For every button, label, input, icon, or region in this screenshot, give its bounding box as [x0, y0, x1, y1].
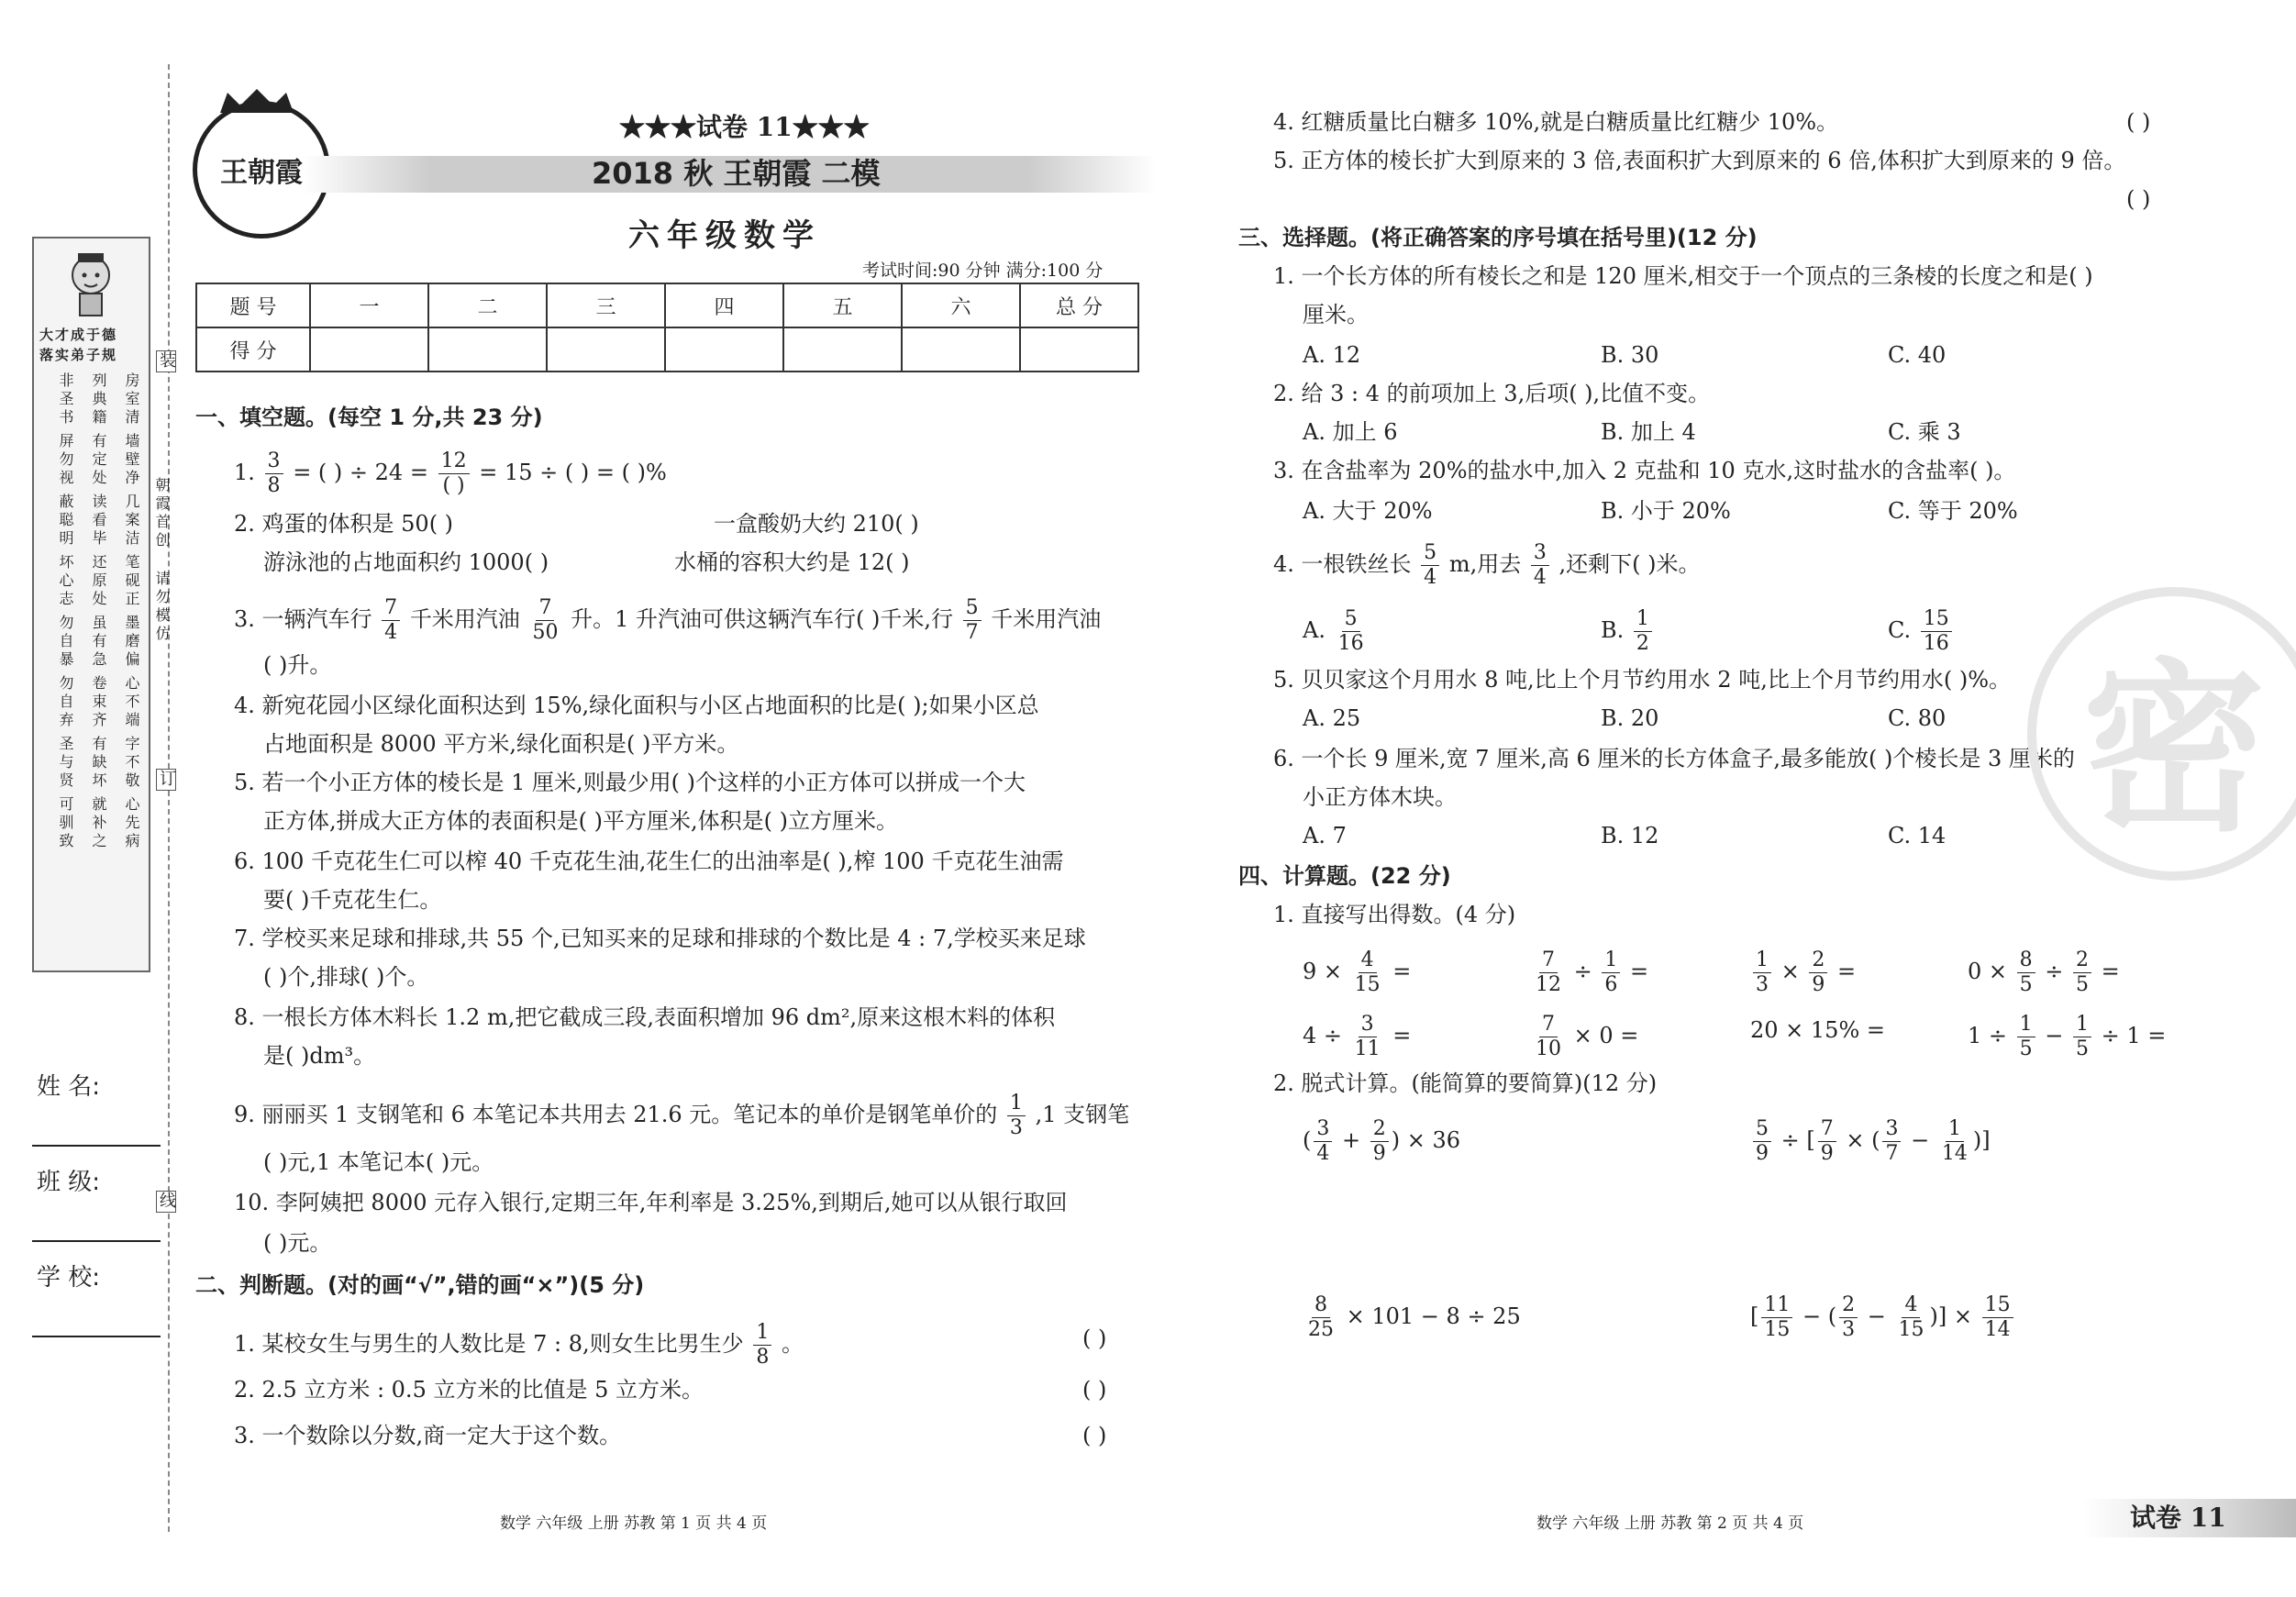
s1-q8a: 8. 一根长方体木料长 1.2 m,把它截成三段,表面积增加 96 dm²,原来这根木料的体积: [234, 1004, 1056, 1030]
section4-title: 四、计算题。(22 分): [1238, 863, 1451, 889]
s2-q5: 5. 正方体的棱长扩大到原来的 3 倍,表面积扩大到原来的 6 倍,体积扩大到原来的 9 倍。: [1273, 148, 2126, 173]
s3-q4-opt-b[interactable]: B. $\frac{1}{2}$: [1601, 607, 1655, 656]
s3-q4: 4. 一根铁丝长 $\frac{5}{4}$ m,用去 $\frac{3}{4}$ ,还剩下( )米。: [1273, 541, 1701, 589]
calc-1: 9 × $\frac{4}{15}$ =: [1303, 948, 1412, 996]
s3-q5-opt-a[interactable]: A. 25: [1303, 705, 1361, 731]
class-field[interactable]: [32, 1240, 161, 1242]
footer-right: 数学 六年级 上册 苏教 第 2 页 共 4 页: [1536, 1514, 1804, 1533]
section2-title: 二、判断题。(对的画“√”,错的画“×”)(5 分): [195, 1272, 645, 1298]
s2-q4: 4. 红糖质量比白糖多 10%,就是白糖质量比红糖少 10%。: [1273, 109, 1839, 135]
s3-q3-opt-a[interactable]: A. 大于 20%: [1303, 498, 1433, 524]
s1-q9-cont: ( )元,1 本笔记本( )元。: [263, 1149, 494, 1175]
s2-q2-answer[interactable]: ( ): [1082, 1377, 1107, 1403]
s2-q1-answer[interactable]: ( ): [1082, 1325, 1107, 1351]
subject-title: 六年级数学: [628, 217, 821, 254]
binding-line: [168, 64, 170, 1532]
score-table: [195, 283, 1139, 372]
s4-sub2: 2. 脱式计算。(能简算的要简算)(12 分): [1273, 1070, 1658, 1096]
motto-top-2: 落实弟子规: [39, 347, 118, 363]
s1-q5b: 正方体,拼成大正方体的表面积是( )平方厘米,体积是( )立方厘米。: [263, 808, 898, 834]
s1-q7b: ( )个,排球( )个。: [263, 964, 429, 990]
s2-q3-answer[interactable]: ( ): [1082, 1423, 1107, 1448]
section1-title: 一、填空题。(每空 1 分,共 23 分): [195, 405, 543, 430]
s1-q6b: 要( )千克花生仁。: [263, 887, 442, 913]
s3-q1-opt-b[interactable]: B. 30: [1601, 342, 1659, 368]
calc-11: $\frac{8}{25}$ × 101 − 8 ÷ 25: [1308, 1293, 1521, 1341]
binding-mark-xian: 线: [157, 1192, 176, 1212]
paper-tag: ★★★试卷 11★★★: [619, 112, 870, 142]
s2-q5-answer[interactable]: ( ): [2126, 186, 2151, 212]
s1-q1: 1. $\frac{3}{8}$ = ( ) ÷ 24 = $\frac{12}{( )}$ = 15 ÷ ( ) = ( )%: [234, 449, 667, 497]
s3-q1-opt-a[interactable]: A. 12: [1303, 342, 1361, 368]
footer-left: 数学 六年级 上册 苏教 第 1 页 共 4 页: [500, 1514, 768, 1533]
s1-q10a: 10. 李阿姨把 8000 元存入银行,定期三年,年利率是 3.25%,到期后,她可以从银行取回: [234, 1190, 1068, 1215]
motto-top: 大才成于德: [39, 327, 118, 343]
brand-logo-text: 王朝霞: [220, 157, 303, 189]
s2-q2: 2. 2.5 立方米 : 0.5 立方米的比值是 5 立方米。: [234, 1377, 704, 1403]
s1-q4b: 占地面积是 8000 平方米,绿化面积是( )平方米。: [263, 731, 739, 757]
s1-q3-cont: ( )升。: [263, 652, 332, 678]
copyright-note-2: 请勿模仿: [153, 571, 171, 644]
s1-q7a: 7. 学校买来足球和排球,共 55 个,已知买来的足球和排球的个数比是 4 : 7,学校买来足球: [234, 926, 1086, 951]
section3-title: 三、选择题。(将正确答案的序号填在括号里)(12 分): [1238, 225, 1758, 250]
s1-q2a: 2. 鸡蛋的体积是 50( ): [234, 511, 454, 537]
s3-q5-opt-b[interactable]: B. 20: [1601, 705, 1659, 731]
s3-q1b: 厘米。: [1303, 302, 1369, 327]
s3-q3-opt-c[interactable]: C. 等于 20%: [1888, 498, 2018, 524]
calc-4: 0 × $\frac{8}{5}$ ÷ $\frac{2}{5}$ =: [1968, 948, 2120, 996]
s3-q1a: 1. 一个长方体的所有棱长之和是 120 厘米,相交于一个顶点的三条棱的长度之和是( ): [1273, 263, 2093, 289]
calc-2: $\frac{7}{12}$ ÷ $\frac{1}{6}$ =: [1536, 948, 1649, 996]
footer-tag: 试卷 11: [2130, 1503, 2226, 1533]
s4-sub1: 1. 直接写出得数。(4 分): [1273, 902, 1516, 927]
s3-q5-opt-c[interactable]: C. 80: [1888, 705, 1947, 731]
calc-8: 1 ÷ $\frac{1}{5}$ − $\frac{1}{5}$ ÷ 1 =: [1968, 1013, 2167, 1060]
s3-q6-opt-b[interactable]: B. 12: [1601, 823, 1659, 848]
calc-10: $\frac{5}{9}$ ÷ [ $\frac{7}{9}$ × ( $\frac{3}{7}$ − $\frac{1}{14}$ )]: [1750, 1117, 1991, 1166]
name-label: 姓 名:: [37, 1073, 101, 1101]
s1-q8b: 是( )dm³。: [263, 1043, 376, 1069]
s3-q1-opt-c[interactable]: C. 40: [1888, 342, 1947, 368]
s3-q5: 5. 贝贝家这个月用水 8 吨,比上个月节约用水 2 吨,比上个月节约用水( )%。: [1273, 667, 2011, 693]
s1-q6a: 6. 100 千克花生仁可以榨 40 千克花生油,花生仁的出油率是( ),榨 100 千克花生油需: [234, 848, 1064, 874]
s3-q2-opt-c[interactable]: C. 乘 3: [1888, 419, 1961, 445]
exam-info: 考试时间:90 分钟 满分:100 分: [862, 261, 1104, 281]
score-table-score-row: 得 分: [196, 327, 1138, 372]
s1-q2b: 一盒酸奶大约 210( ): [714, 511, 919, 537]
s1-q4a: 4. 新宛花园小区绿化面积达到 15%,绿化面积与小区占地面积的比是( );如果小区总: [234, 693, 1039, 718]
confidential-watermark: 密: [2027, 587, 2296, 881]
s3-q2-opt-a[interactable]: A. 加上 6: [1303, 419, 1398, 445]
crown-icon: [218, 87, 295, 115]
poem-grid: 非圣书 列典籍 房室清 屏勿视 有定处 墙壁净 蔽聪明 读看毕 几案洁 坏心志 还原处 笔砚正 勿自暴 虽有急 墨磨偏 勿自弃 卷束齐 心不端 圣与贤 有缺坏 字不敬 可驯致 就补之 心先病: [57, 372, 140, 851]
name-field[interactable]: [32, 1145, 161, 1147]
s3-q3-opt-b[interactable]: B. 小于 20%: [1601, 498, 1731, 524]
s3-q6b: 小正方体木块。: [1303, 784, 1457, 810]
s3-q6-opt-a[interactable]: A. 7: [1303, 823, 1347, 848]
school-label: 学 校:: [37, 1264, 101, 1292]
s1-q9: 9. 丽丽买 1 支钢笔和 6 本笔记本共用去 21.6 元。笔记本的单价是钢笔单价的 $\frac{1}{3}$ ,1 支钢笔: [234, 1092, 1130, 1139]
copyright-note-1: 朝霞首创: [153, 477, 171, 550]
s1-q10b: ( )元。: [263, 1230, 332, 1256]
calc-3: $\frac{1}{3}$ × $\frac{2}{9}$ =: [1750, 948, 1856, 997]
s2-q4-answer[interactable]: ( ): [2126, 109, 2151, 135]
s1-q5a: 5. 若一个小正方体的棱长是 1 厘米,则最少用( )个这样的小正方体可以拼成一个大: [234, 770, 1026, 795]
binding-mark-ding2: 订: [157, 770, 176, 790]
s3-q4-opt-a[interactable]: A. $\frac{5}{16}$: [1303, 607, 1364, 655]
scholar-cartoon-icon: [54, 246, 128, 319]
s3-q6a: 6. 一个长 9 厘米,宽 7 厘米,高 6 厘米的长方体盒子,最多能放( )个棱长是 3 厘米的: [1273, 746, 2075, 771]
class-label: 班 级:: [37, 1169, 101, 1196]
s3-q6-opt-c[interactable]: C. 14: [1888, 823, 1947, 848]
s3-q3: 3. 在含盐率为 20%的盐水中,加入 2 克盐和 10 克水,这时盐水的含盐率( )。: [1273, 458, 2016, 483]
motto-panel: [32, 237, 150, 972]
calc-9: ( $\frac{3}{4}$ + $\frac{2}{9}$ ) × 36: [1303, 1117, 1461, 1165]
s1-q2c: 游泳池的占地面积约 1000( ): [263, 549, 549, 575]
calc-5: 4 ÷ $\frac{3}{11}$ =: [1303, 1013, 1412, 1060]
binding-mark-ding: 装: [157, 351, 176, 372]
calc-7: 20 × 15% =: [1750, 1017, 1885, 1043]
s3-q2-opt-b[interactable]: B. 加上 4: [1601, 419, 1696, 445]
s3-q2: 2. 给 3 : 4 的前项加上 3,后项( ),比值不变。: [1273, 381, 1711, 406]
s1-q3: 3. 一辆汽车行 $\frac{7}{4}$ 千米用汽油 $\frac{7}{50}$ 升。1 升汽油可供这辆汽车行( )千米,行 $\frac{5}{7}$ 千米用汽油: [234, 596, 1102, 644]
exam-title: 2018 秋 王朝霞 二模: [592, 156, 881, 191]
s1-q2d: 水桶的容积大约是 12( ): [674, 549, 910, 575]
s3-q4-opt-c[interactable]: C. $\frac{15}{16}$: [1888, 607, 1955, 656]
score-table-header-row: 题 号 一 二 三 四 五 六 总 分: [196, 283, 1138, 327]
s2-q3: 3. 一个数除以分数,商一定大于这个数。: [234, 1423, 622, 1448]
calc-6: $\frac{7}{10}$ × 0 =: [1536, 1013, 1639, 1060]
school-field[interactable]: [32, 1336, 161, 1337]
s2-q1: 1. 某校女生与男生的人数比是 7 : 8,则女生比男生少 $\frac{1}{8}$ 。: [234, 1321, 804, 1369]
calc-12: [ $\frac{11}{15}$ − ( $\frac{2}{3}$ − $\frac{4}{15}$ )] × $\frac{15}{14}$: [1750, 1293, 2016, 1342]
